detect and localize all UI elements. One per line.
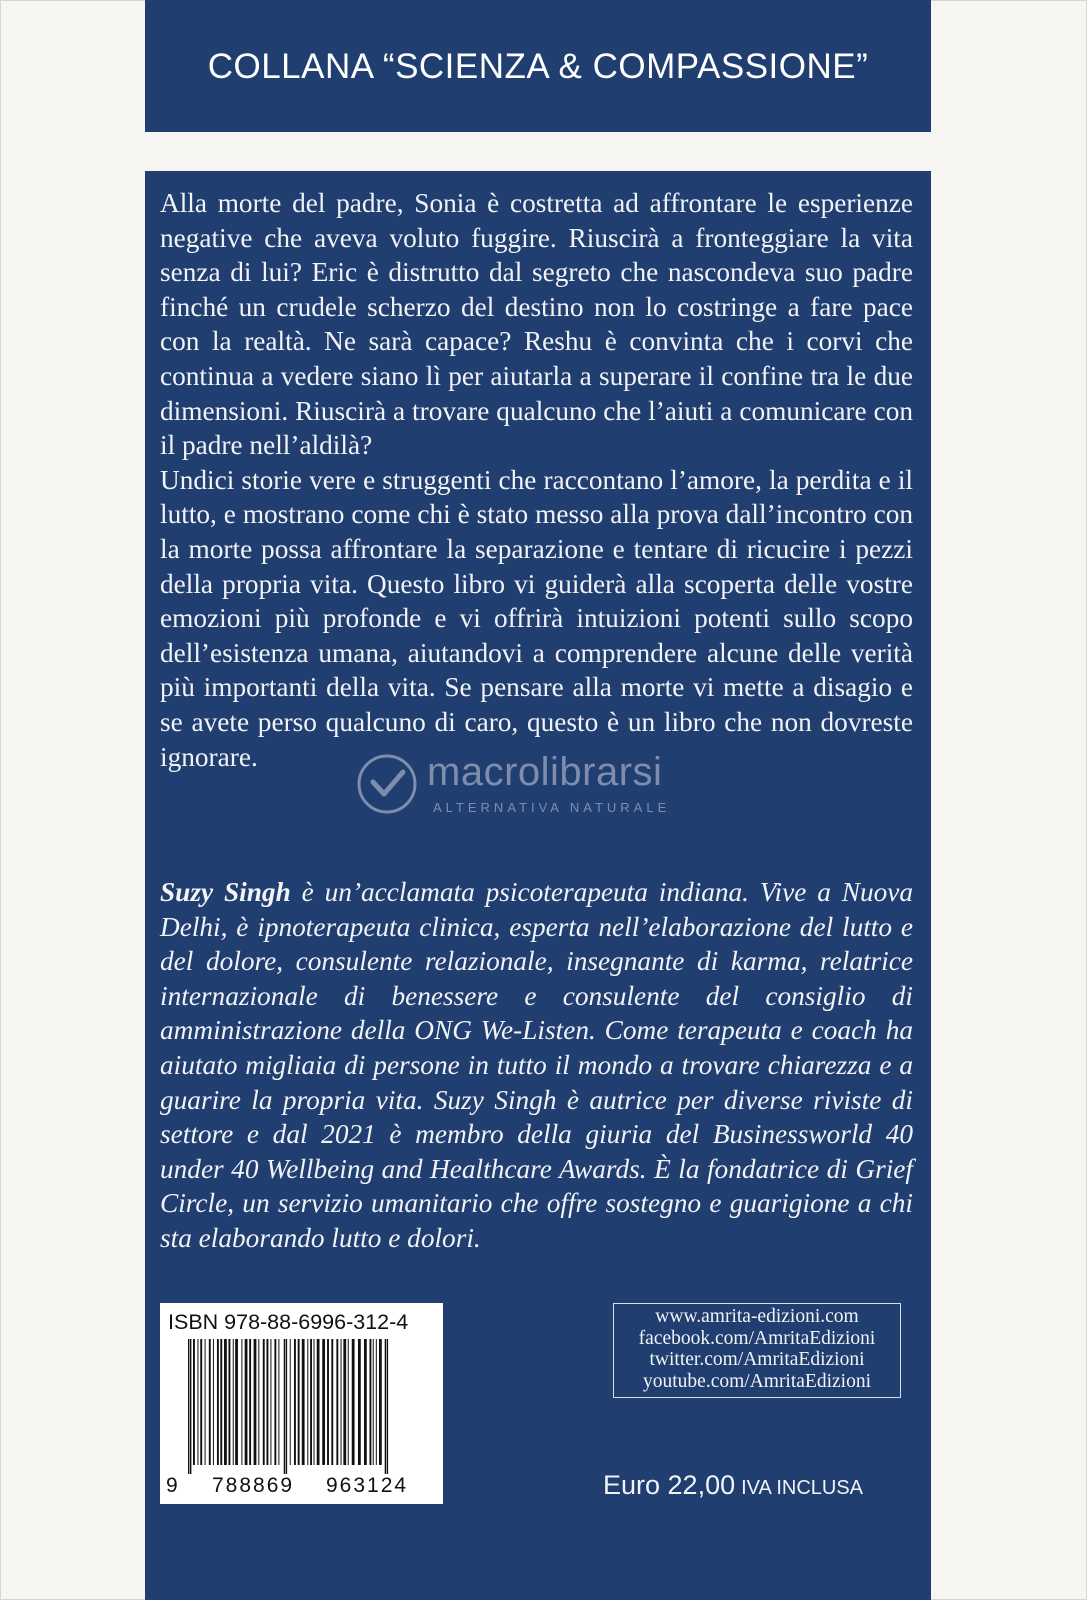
- barcode-right-group: 963124: [326, 1474, 409, 1497]
- author-bio-text: è un’acclamata psicoterapeuta indiana. Vive a Nuova Delhi, è ipnoterapeuta clinica, esperta nell’elaborazione del lutto e del dolore, consulente relazionale, insegnante di karma, relatrice internazionale di benessere e consulente del consiglio di amministrazione della ONG We-Listen. Come terapeuta e coach ha aiutato migliaia di persone in tutto il mondo a trovare chiarezza e a guarire la propria vita. Suzy Singh è autrice per diverse riviste di settore e dal 2021 è membro della giuria del Businessworld 40 under 40 Wellbeing and Healthcare Awards. È la fondatrice di Grief Circle, un servizio umanitario che offre sostegno e guarigione a chi sta elaborando lutto e dolori.: [160, 877, 914, 1253]
- link-youtube: youtube.com/AmritaEdizioni: [643, 1370, 871, 1392]
- synopsis-paragraph-2: Undici storie vere e struggenti che raccontano l’amore, la perdita e il lutto, e mostrano come chi è stato messo alla prova dall’incontro con la morte possa affrontare la separazione e tentare di ricucire i pezzi della propria vita. Questo libro vi guiderà alla scoperta delle vostre emozioni più profonde e vi offrirà intuizioni potenti sullo scopo dell’esistenza umana, aiutandovi a comprendere alcune delle verità più importanti della vita. Se pensare alla morte vi mette a disagio e se avete perso qualcuno di caro, questo è un libro che non dovreste ignorare.: [160, 464, 913, 772]
- barcode-lead-digit: 9: [166, 1474, 178, 1497]
- synopsis: [160, 186, 913, 774]
- barcode-left-group: 788869: [212, 1474, 295, 1497]
- barcode-icon: [166, 1339, 438, 1474]
- publisher-links: [613, 1303, 901, 1398]
- author-bio-paragraph: [160, 875, 913, 1256]
- price: [603, 1470, 863, 1501]
- synopsis-paragraph-1: Alla morte del padre, Sonia è costretta ad affrontare le esperienze negative che aveva voluto fuggire. Riuscirà a fronteggiare la vita senza di lui? Eric è distrutto dal segreto che nascondeva suo padre finché un crudele scherzo del destino non lo costringe a fare pace con la realtà. Ne sarà capace? Reshu è convinta che i corvi che continua a vedere siano lì per aiutarla a superare il confine tra le due dimensioni. Riuscirà a trovare qualcuno che l’aiuti a comunicare con il padre nell’aldilà?: [160, 188, 913, 461]
- link-twitter: twitter.com/AmritaEdizioni: [649, 1349, 865, 1370]
- watermark-logo-icon: [355, 752, 419, 816]
- author-bio: [160, 875, 913, 1256]
- link-facebook: facebook.com/AmritaEdizioni: [638, 1327, 876, 1349]
- watermark-name: macrolibrarsi: [427, 750, 663, 794]
- watermark-tagline: ALTERNATIVA NATURALE: [433, 800, 671, 815]
- author-name: Suzy Singh: [160, 877, 291, 907]
- isbn-label: ISBN 978-88-6996-312-4: [168, 1310, 409, 1334]
- watermark: [355, 748, 735, 818]
- link-website: www.amrita-edizioni.com: [655, 1306, 859, 1327]
- barcode-box: [160, 1303, 443, 1504]
- series-title: COLLANA “SCIENZA & COMPASSIONE”: [207, 47, 869, 86]
- series-banner: [145, 0, 931, 132]
- price-amount: Euro 22,00: [603, 1470, 736, 1500]
- price-vat-note: IVA INCLUSA: [741, 1477, 864, 1499]
